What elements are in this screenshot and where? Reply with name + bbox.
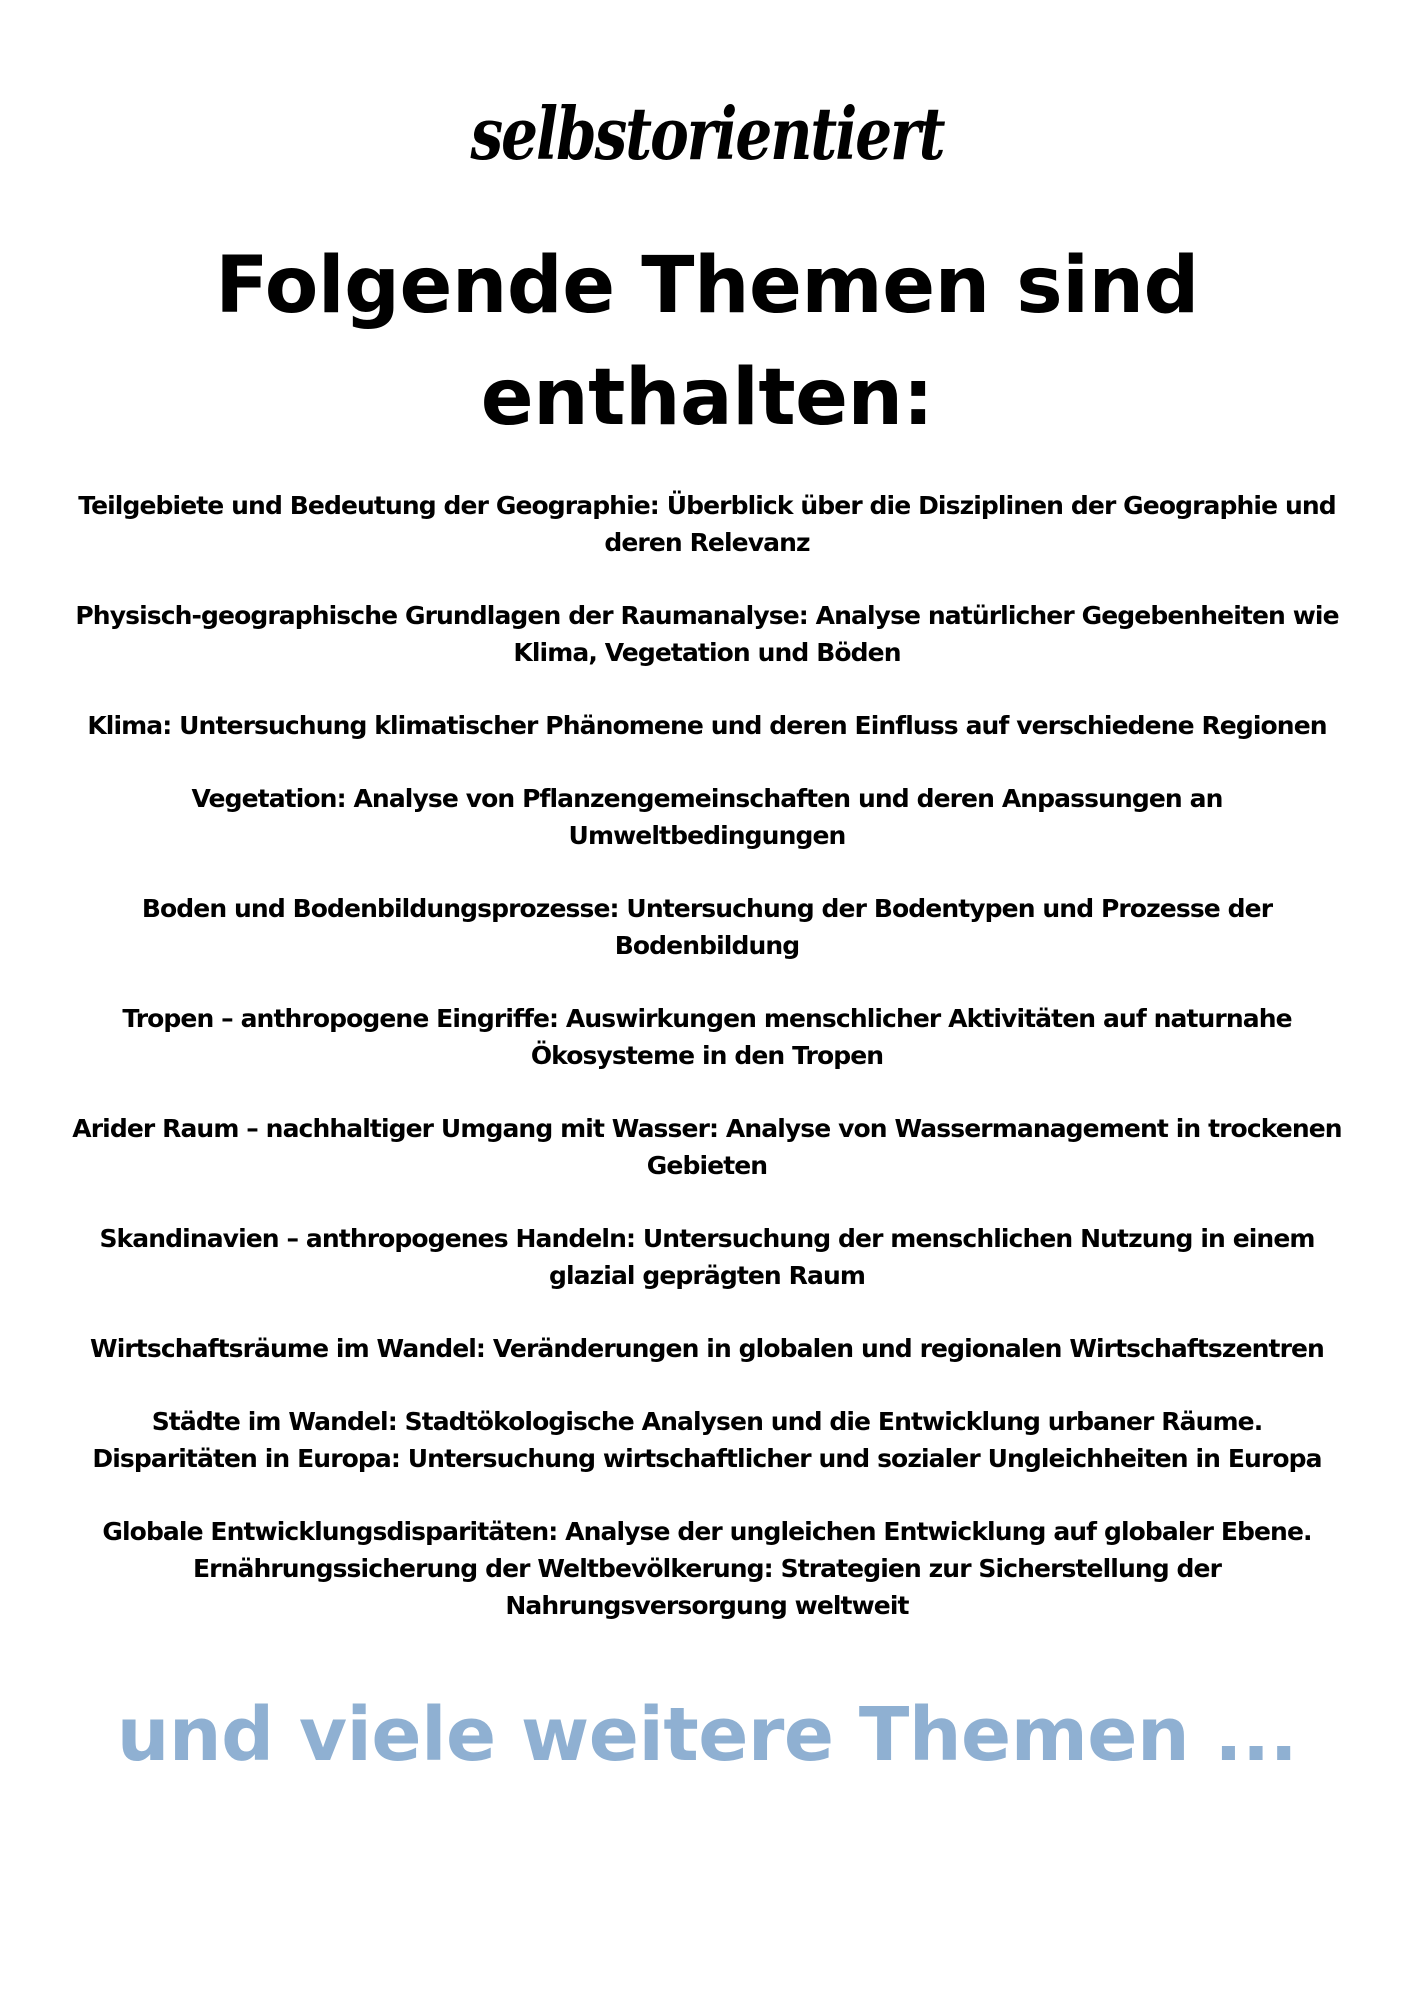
topic-item bbox=[30, 1330, 1384, 1367]
topic-list bbox=[30, 487, 1384, 1660]
topic-item bbox=[30, 890, 1384, 964]
topic-line: Städte im Wandel: Stadtökologische Analysen und die Entwicklung urbaner Räume. bbox=[151, 1407, 1263, 1436]
page-title-line-1: Folgende Themen sind bbox=[215, 241, 1199, 331]
topic-line: Teilgebiete und Bedeutung der Geographie: Überblick über die Disziplinen der Geographie und bbox=[78, 491, 1336, 520]
more-topics-note: und viele weitere Themen ... bbox=[116, 1692, 1298, 1778]
topic-line: Tropen – anthropogene Eingriffe: Auswirkungen menschlicher Aktivitäten auf naturnahe bbox=[122, 1004, 1292, 1033]
logo-text: selbstorientiert bbox=[470, 91, 944, 177]
topic-line: Ernährungssicherung der Weltbevölkerung: Strategien zur Sicherstellung der bbox=[192, 1554, 1222, 1583]
topic-line: Arider Raum – nachhaltiger Umgang mit Wasser: Analyse von Wassermanagement in trockenen bbox=[72, 1114, 1342, 1143]
topic-line: Ökosysteme in den Tropen bbox=[530, 1041, 884, 1070]
topic-line: Umweltbedingungen bbox=[568, 821, 846, 850]
topic-line: Bodenbildung bbox=[614, 931, 800, 960]
page-title-line-2: enthalten: bbox=[480, 353, 934, 443]
topic-line: Klima: Untersuchung klimatischer Phänomene und deren Einfluss auf verschiedene Regionen bbox=[87, 711, 1327, 740]
topic-line: Disparitäten in Europa: Untersuchung wirtschaftlicher und sozialer Ungleichheiten in Europa bbox=[92, 1444, 1322, 1473]
topic-item bbox=[30, 707, 1384, 744]
topic-item bbox=[30, 487, 1384, 561]
topic-line: Globale Entwicklungsdisparitäten: Analyse der ungleichen Entwicklung auf globaler Ebene. bbox=[102, 1517, 1312, 1546]
topic-line: Wirtschaftsräume im Wandel: Veränderungen in globalen und regionalen Wirtschaftszentren bbox=[90, 1334, 1324, 1363]
topic-item bbox=[30, 1000, 1384, 1074]
topic-item bbox=[30, 1513, 1384, 1624]
topic-line: Gebieten bbox=[646, 1151, 768, 1180]
topic-line: glazial geprägten Raum bbox=[548, 1261, 865, 1290]
logo-wordmark bbox=[0, 91, 1414, 177]
topic-line: Klima, Vegetation und Böden bbox=[513, 638, 901, 667]
topic-line: Physisch-geographische Grundlagen der Raumanalyse: Analyse natürlicher Gegebenheiten wie bbox=[75, 601, 1339, 630]
topic-line: Boden und Bodenbildungsprozesse: Untersuchung der Bodentypen und Prozesse der bbox=[141, 894, 1273, 923]
topic-item bbox=[30, 780, 1384, 854]
topic-item bbox=[30, 1110, 1384, 1184]
page-title bbox=[0, 230, 1414, 454]
topic-line: Vegetation: Analyse von Pflanzengemeinschaften und deren Anpassungen an bbox=[191, 784, 1223, 813]
topic-item bbox=[30, 1220, 1384, 1294]
topic-item bbox=[30, 1403, 1384, 1477]
topic-item bbox=[30, 597, 1384, 671]
topic-line: Skandinavien – anthropogenes Handeln: Untersuchung der menschlichen Nutzung in einem bbox=[99, 1224, 1315, 1253]
topic-line: deren Relevanz bbox=[604, 528, 810, 557]
topic-line: Nahrungsversorgung weltweit bbox=[505, 1591, 909, 1620]
